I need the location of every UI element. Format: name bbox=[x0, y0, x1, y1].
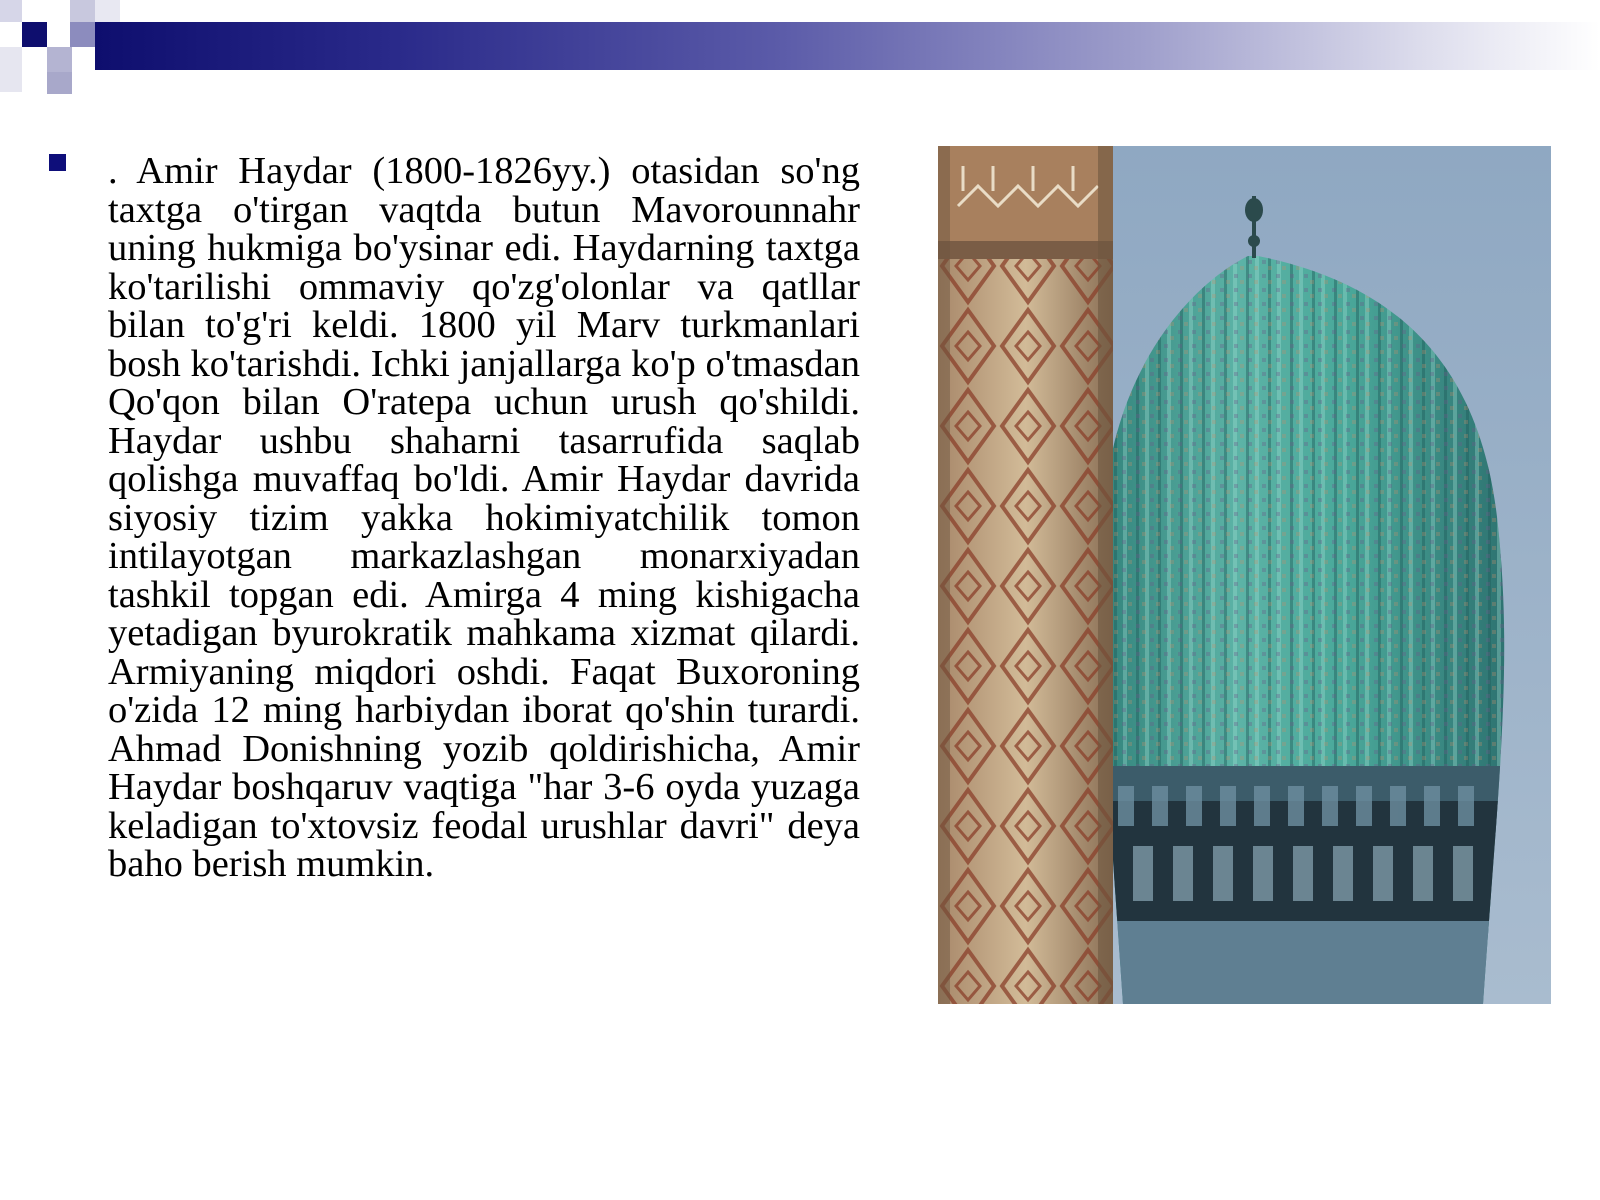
header-square bbox=[70, 22, 95, 47]
dome-minaret-photo bbox=[938, 146, 1551, 1004]
header-gradient-bar bbox=[95, 22, 1600, 70]
minaret bbox=[938, 146, 1113, 1004]
header-square bbox=[22, 22, 47, 47]
header-square bbox=[47, 72, 72, 94]
header-square bbox=[0, 0, 22, 22]
slide-paragraph: . Amir Haydar (1800-1826yy.) otasidan so'ng taxtga o'tirgan vaqtda butun Mavorounnahr uning hukmiga bo'ysinar edi. Haydarning taxtga ko'tarilishi ommaviy qo'zg'olonlar va qatllar bilan to'g'ri keldi. 1800 yil Marv turkmanlari bosh ko'tarishdi. Ichki janjallarga ko'p o'tmasdan Qo'qon bilan O'ratepa uchun urush qo'shildi. Haydar ushbu shaharni tasarrufida saqlab qolishga muvaffaq bo'ldi. Amir Haydar davrida siyosiy tizim yakka hokimiyatchilik tomon intilayotgan markazlashgan monarxiyadan tashkil topgan edi. Amirga 4 ming kishigacha yetadigan byurokratik mahkama xizmat qilardi. Armiyaning miqdori oshdi. Faqat Buxoroning o'zida 12 ming harbiydan iborat qo'shin turardi. Ahmad Donishning yozib qoldirishicha, Amir Haydar boshqaruv vaqtiga "har 3-6 oyda yuzaga keladigan to'xtovsiz feodal urushlar davri" deya baho berish mumkin. bbox=[108, 150, 860, 885]
header-square bbox=[47, 47, 72, 72]
header-square bbox=[0, 47, 22, 92]
header-square bbox=[95, 0, 120, 22]
bullet-square-icon bbox=[49, 154, 66, 171]
